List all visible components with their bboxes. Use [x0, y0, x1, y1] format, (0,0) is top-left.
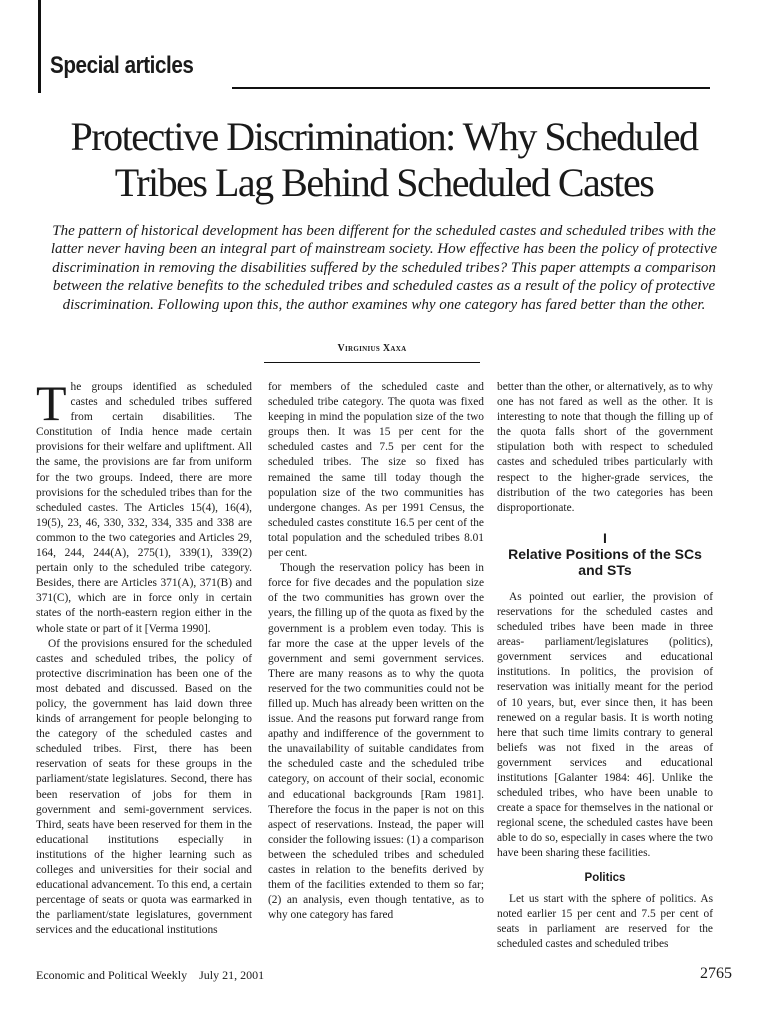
paragraph-text: he groups identified as scheduled castes and scheduled tribes suffered from certain disabilities. The Constitution of India hence made certain provisions for their welfare and upliftment. All the same, the provisions are far from uniform for the two groups. Indeed, there are more provisions for the scheduled tribes than for the scheduled castes. The Articles 15(4), 16(4), 19(5), 23, 46, 330, 332, 334, 335 and 338 are common to the two categories and Articles 29, 164, 244, 244(A), 275(1), 339(1), 339(2) pertain only to the scheduled tribe category. Besides, there are Articles 371(A), 371(B) and 371(C), which are in force only in certain states of the north-eastern region either in the whole state or part of it [Verma 1990]. — [36, 381, 252, 635]
paragraph: Though the reservation policy has been in force for five decades and the population size of the two communities has grown over the years, the filling up of the quota as fixed by the government is a problem even today. This is far more the case at the upper levels of the government and semi government services. There are many reasons as to why the quota reserved for the two communities could not be filled up. Much has already been written on the issue. And the reasons put forward range from apathy and indifference of the government to the unavailability of suitable candidates from the scheduled caste and the scheduled tribe category, on account of their social, economic and educational backgrounds [Ram 1981]. Therefore the focus in the paper is not on this aspect of reservations. Instead, the paper will consider the following issues: (1) a comparison between the scheduled tribes and scheduled castes in relation to the benefits derived by them of the facilities extended to them so far; (2) an analysis, even though tentative, as to why one category has fared — [268, 562, 484, 922]
section-number: I — [603, 529, 607, 546]
section-heading: Relative Positions of the SCs and STs — [508, 545, 702, 578]
section-header — [50, 52, 710, 92]
body-column-3 — [497, 380, 713, 952]
paragraph: As pointed out earlier, the provision of reservations for the scheduled castes and scheduled tribes have been made in three areas- parliament/legislatures (politics), government services and educational institutions. In politics, the provision of reservation was initially meant for the period of 10 years, but, ever since then, it has been renewed on a regular basis. It is worth noting here that such time limits contrary to general beliefs was not fixed in the areas of government services and educational institutions [Galanter 1984: 46]. Unlike the scheduled tribes, who have been unable to create a space for themselves in the national or regional scene, the scheduled castes have been able to do so, especially in cases where the two have been sharing these facilities. — [497, 590, 713, 860]
section-label: Special articles — [50, 52, 194, 79]
journal-name: Economic and Political Weekly — [36, 968, 188, 982]
body-column-1 — [36, 375, 252, 938]
paragraph: better than the other, or alternatively, as to why one has not fared as well as the other. It is interesting to note that though the filling up of the quota falls short of the government stipulation both with respect to scheduled castes and scheduled tribes particularly with respect to the higher-grade services, the distribution of the two categories has been disproportionate. — [497, 381, 713, 514]
paragraph — [36, 375, 252, 637]
article-title: Protective Discrimination: Why Scheduled Tribes Lag Behind Scheduled Castes — [70, 114, 698, 205]
article-abstract: The pattern of historical development has been different for the scheduled castes and scheduled tribes with the latter never having been an integral part of mainstream society. How effective has been the policy of protective discrimination in removing the disabilities suffered by the scheduled tribes? This paper attempts a comparison between the relative benefits to the scheduled tribes and scheduled castes as a result of the policy of protective discrimination. Following upon this, the author examines why one category has fared better than the other. — [50, 223, 718, 313]
issue-date: July 21, 2001 — [199, 968, 265, 982]
section-rule — [232, 87, 710, 89]
subsection-heading: Politics — [584, 871, 626, 884]
paragraph: Let us start with the sphere of politics. As noted earlier 15 per cent and 7.5 per cent of seats in parliament are reserved for the scheduled castes and scheduled tribes — [497, 892, 713, 950]
drop-cap: T — [36, 375, 67, 431]
left-margin-rule — [38, 0, 41, 93]
body-column-2 — [268, 380, 484, 923]
page-number: 2765 — [700, 965, 732, 982]
paragraph: for members of the scheduled caste and scheduled tribe category. The quota was fixed keeping in mind the population size of the two groups then. It was 15 per cent for the scheduled castes and 7.5 per cent for the scheduled tribes. The size so fixed has remained the same till today though the population size of the two communities has undergone changes. As per 1991 Census, the scheduled castes constitute 16.5 per cent of the total population and the scheduled tribes 8.01 per cent. — [268, 381, 484, 560]
footer-journal — [36, 968, 264, 983]
paragraph: Of the provisions ensured for the scheduled castes and scheduled tribes, the policy of protective discrimination has been one of the most debated and discussed. Based on the policy, the government has laid down three kinds of arrangement for people belonging to the category of the scheduled castes and scheduled tribes. First, there has been reservation of seats for these groups in the parliament/state legislatures. Second, there has been reservation of jobs for them in government and semi-government services. Third, seats have been reserved for them in the educational institutions especially in institutions of the higher learning such as colleges and universities for their social and educational advancement. To this end, a certain percentage of seats or quota was earmarked in the parliament/state legislatures, government services and the educational institutions — [36, 637, 252, 937]
author-byline: Virginius Xaxa — [264, 343, 480, 363]
